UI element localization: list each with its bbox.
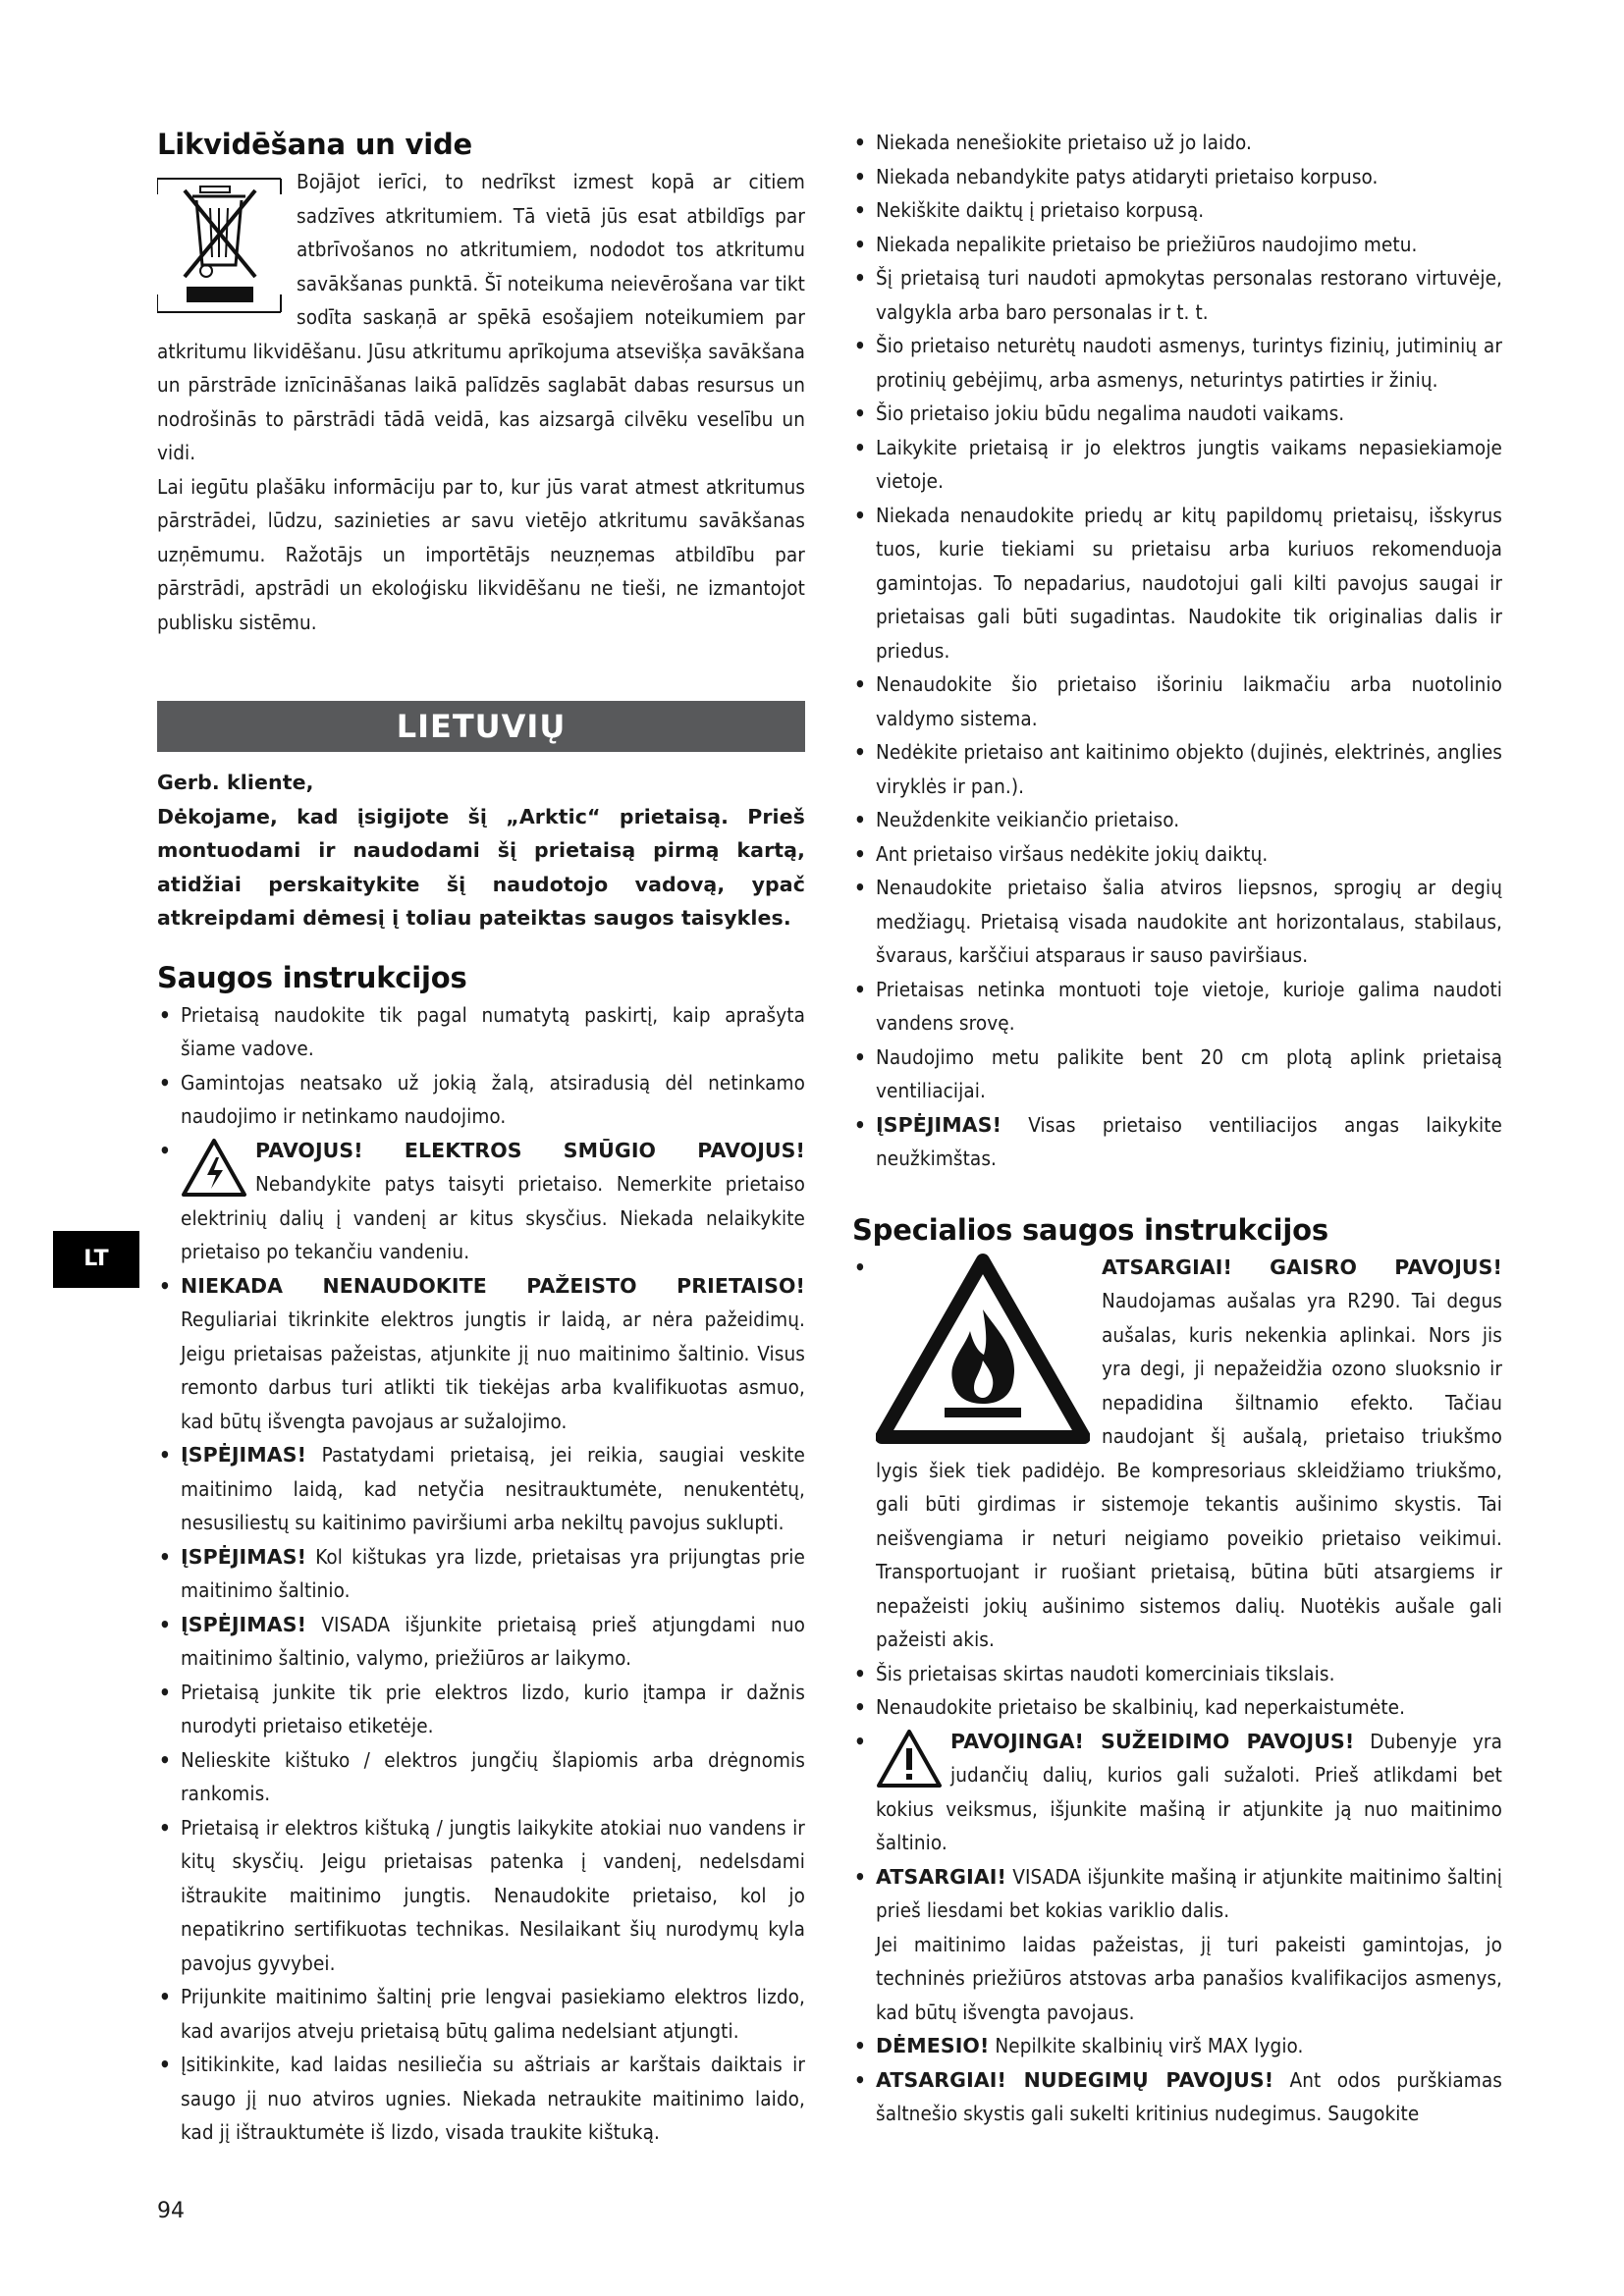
disposal-paragraph-2: Lai iegūtu plašāku informāciju par to, kur jūs varat atmest atkritumus pārstrādei, lūdzu, sazinieties ar savu vietējo atkritumu savākšanas uzņēmumu. Ražotājs un importētājs neuzņemas atbildību par pārstrādi, apstrādi un ekoloģisku likvidēšanu ne tieši, ne izmantojot publisku sistēmu. (157, 474, 805, 634)
list-item: • Nenaudokite šio prietaiso išoriniu laikmačiu arba nuotolinio valdymo sistema. (852, 667, 1502, 735)
special-safety-heading: Specialios saugos instrukcijos (852, 1212, 1328, 1247)
list-item: • Šis prietaisas skirtas naudoti komerciniais tikslais. (852, 1657, 1502, 1691)
disposal-paragraph-1: Bojājot ierīci, to nedrīkst izmest kopā ar citiem sadzīves atkritumiem. Tā vietā jūs esat atbildīgs par atbrīvošanos no atkritumiem, nododot tos atkritumu savākšanas punktā. Šī noteikuma neievērošana var tikt sodīta saskaņā ar spēkā esošajiem noteikumiem par atkritumu likvidēšanu. Jūsu atkritumu aprīkojuma atsevišķa savākšana un pārstrāde iznīcināšanas laikā palīdzēs saglabāt dabas resursus un nodrošinās to pārstrādi tādā veidā, kas aizsargā cilvēku veselību un vidi. (157, 170, 805, 464)
language-banner: LIETUVIŲ (157, 701, 805, 752)
list-item: • ĮSPĖJIMAS! Pastatydami prietaisą, jei reikia, saugiai veskite maitinimo laidą, kad netyčia nesitrauktumėte, nenukentėtų, nesusiliestų su kaitinimo paviršiumi arba nekiltų pavojus suklupti. (157, 1438, 805, 1540)
list-item: • Neuždenkite veikiančio prietaiso. (852, 803, 1502, 837)
list-item: • ATSARGIAI! GAISRO PAVOJUS! Naudojamas aušalas yra R290. Tai degus aušalas, kuris nekenkia aplinkai. Nors jis yra degi, ji nepažeidžia ozono sluoksnio ir nepadidina šiltnamio efekto. Tačiau naudojant šį aušalą, prietaiso triukšmo lygis šiek tiek padidėjo. Be kompresoriaus skleidžiamo triukšmo, gali būti girdimas ir sistemoje tekantis aušinimo skystis. Tai neišvengiama ir neturi neigiamo poveikio prietaiso veikimui. Transportuojant ir ruošiant prietaisą, būtina būti atsargiems ir nepažeisti jokių aušinimo sistemos dalių. Nuotėkis aušale gali pažeisti akis. (852, 1251, 1502, 1657)
list-item: • Šį prietaisą turi naudoti apmokytas personalas restorano virtuvėje, valgykla arba baro personalas ir t. t. (852, 261, 1502, 329)
list-item: • PAVOJINGA! SUŽEIDIMO PAVOJUS! Dubenyje yra judančių dalių, kurios gali sužaloti. Prieš atlikdami bet kokius veiksmus, išjunkite mašiną ir atjunkite ją nuo maitinimo šaltinio. (852, 1725, 1502, 1860)
list-item: • Gamintojas neatsako už jokią žalą, atsiradusią dėl netinkamo naudojimo ir netinkamo naudojimo. (157, 1066, 805, 1134)
list-item-continuation: Jei maitinimo laidas pažeistas, jį turi pakeisti gamintojas, jo techninės priežiūros atstovas arba panašios kvalifikacijos asmenys, kad būtų išvengta pavojaus. (876, 1932, 1502, 2024)
list-item: • Prietaisą ir elektros kištuką / jungtis laikykite atokiai nuo vandens ir kitų skysčių. Jeigu prietaisas patenka į vandenį, nedelsdami ištraukite maitinimo jungtis. Nenaudokite prietaiso, kol jo nepatikrino sertifikuotas technikas. Nesilaikant šių nurodymų kyla pavojus gyvybei. (157, 1811, 805, 1981)
list-item: • Šio prietaiso jokiu būdu negalima naudoti vaikams. (852, 397, 1502, 431)
electric-warning-icon (181, 1138, 247, 1199)
injury-warning-label: PAVOJINGA! SUŽEIDIMO PAVOJUS! (950, 1729, 1355, 1753)
list-item: • ĮSPĖJIMAS! VISADA išjunkite prietaisą prieš atjungdami nuo maitinimo šaltinio, valymo, priežiūros ar laikymo. (157, 1608, 805, 1676)
list-item: • Naudojimo metu palikite bent 20 cm plotą aplink prietaisą ventiliacijai. (852, 1041, 1502, 1108)
danger-label: PAVOJUS! ELEKTROS SMŪGIO PAVOJUS! (255, 1138, 805, 1162)
list-item: • Šio prietaiso neturėtų naudoti asmenys, turintys fizinių, jutiminių ar protinių gebėjimų, arba asmenys, neturintys patirties ir žinių. (852, 329, 1502, 397)
list-item: • Nekiškite daiktų į prietaiso korpusą. (852, 193, 1502, 228)
disposal-heading: Likvidēšana un vide (157, 128, 472, 161)
list-item: • Nedėkite prietaiso ant kaitinimo objekto (dujinės, elektrinės, anglies viryklės ir pan.). (852, 735, 1502, 803)
safety-heading: Saugos instrukcijos (157, 960, 467, 994)
list-item: • PAVOJUS! ELEKTROS SMŪGIO PAVOJUS! Nebandykite patys taisyti prietaiso. Nemerkite prietaiso elektrinių dalių į vandenį ar kitus skysčius. Niekada nelaikykite prietaiso po tekančiu vandeniu. (157, 1134, 805, 1269)
flammable-warning-icon (876, 1253, 1090, 1447)
greeting: Gerb. kliente, (157, 771, 314, 794)
list-item: • ĮSPĖJIMAS! Kol kištukas yra lizde, prietaisas yra prijungtas prie maitinimo šaltinio. (157, 1540, 805, 1608)
list-item: • NIEKADA NENAUDOKITE PAŽEISTO PRIETAISO! Reguliariai tikrinkite elektros jungtis ir laidą, ar nėra pažeidimų. Jeigu prietaisas pažeistas, atjunkite jį nuo maitinimo šaltinio. Visus remonto darbus turi atlikti tik tiekėjas arba kvalifikuotas asmuo, kad būtų išvengta pavojaus ar sužalojimo. (157, 1269, 805, 1439)
list-item: • Prijunkite maitinimo šaltinį prie lengvai pasiekiamo elektros lizdo, kad avarijos atveju prietaisą būtų galima nedelsiant atjungti. (157, 1980, 805, 2048)
list-item: • Niekada nepalikite prietaiso be priežiūros naudojimo metu. (852, 228, 1502, 262)
language-side-tab: LT (53, 1231, 139, 1288)
page-number: 94 (157, 2199, 185, 2223)
list-item: • Niekada nebandykite patys atidaryti prietaiso korpuso. (852, 160, 1502, 194)
list-item: • Nelieskite kištuko / elektros jungčių šlapiomis arba drėgnomis rankomis. (157, 1743, 805, 1811)
list-item: • Prietaisas netinka montuoti toje vietoje, kurioje galima naudoti vandens srovę. (852, 973, 1502, 1041)
list-item: • Niekada nenaudokite priedų ar kitų papildomų prietaisų, išskyrus tuos, kurie tiekiami su prietaisu arba kuriuos rekomenduoja gamintojas. To nepadarius, naudotojui gali kilti pavojus saugai ir prietaisas gali būti sugadintas. Naudokite tik originalias dalis ir priedus. (852, 499, 1502, 668)
weee-bin-icon (157, 169, 283, 326)
list-item: • DĖMESIO! Nepilkite skalbinių virš MAX lygio. (852, 2029, 1502, 2063)
list-item: • ATSARGIAI! NUDEGIMŲ PAVOJUS! Ant odos purškiamas šaltnešio skystis gali sukelti kritinius nudegimus. Saugokite (852, 2063, 1502, 2131)
list-item: • Niekada nenešiokite prietaiso už jo laido. (852, 126, 1502, 160)
list-item: • Ant prietaiso viršaus nedėkite jokių daiktų. (852, 837, 1502, 872)
right-column (852, 126, 1502, 2131)
left-column (157, 126, 805, 2150)
list-item: • Prietaisą naudokite tik pagal numatytą paskirtį, kaip aprašyta šiame vadove. (157, 998, 805, 1066)
exclamation-warning-icon (876, 1729, 943, 1789)
fire-warning-label: ATSARGIAI! GAISRO PAVOJUS! (1102, 1255, 1502, 1279)
intro-text: Dėkojame, kad įsigijote šį „Arktic“ prietaisą. Prieš montuodami ir naudodami šį prietaisą pirmą kartą, atidžiai perskaitykite šį naudotojo vadovą, ypač atkreipdami dėmesį į toliau pateiktas saugos taisykles. (157, 804, 805, 930)
list-item: • Įsitikinkite, kad laidas nesiliečia su aštriais ar karštais daiktais ir saugo jį nuo atviros ugnies. Niekada netraukite maitinimo laido, kad jį ištrauktumėte iš lizdo, visada traukite kištuką. (157, 2048, 805, 2150)
list-item: • Laikykite prietaisą ir jo elektros jungtis vaikams nepasiekiamoje vietoje. (852, 431, 1502, 499)
list-item: • ĮSPĖJIMAS! Visas prietaiso ventiliacijos angas laikykite neužkimštas. (852, 1108, 1502, 1176)
list-item: • ATSARGIAI! VISADA išjunkite mašiną ir atjunkite maitinimo šaltinį prieš liesdami bet kokias variklio dalis. (852, 1860, 1502, 1928)
list-item: • Prietaisą junkite tik prie elektros lizdo, kurio įtampa ir dažnis nurodyti prietaiso etiketėje. (157, 1676, 805, 1743)
list-item: • Nenaudokite prietaiso be skalbinių, kad neperkaistumėte. (852, 1690, 1502, 1725)
list-item: • Nenaudokite prietaiso šalia atviros liepsnos, sprogių ar degių medžiagų. Prietaisą visada naudokite ant horizontalaus, stabilaus, švaraus, karščiui atsparaus ir sauso paviršiaus. (852, 871, 1502, 973)
